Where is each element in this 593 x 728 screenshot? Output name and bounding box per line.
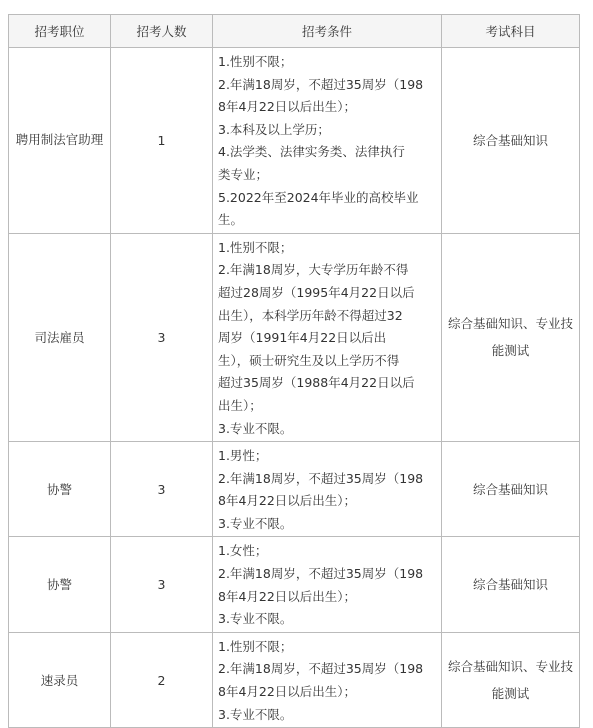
condition-line: 3.专业不限。 bbox=[218, 420, 293, 436]
condition-line: 1.性别不限； bbox=[218, 638, 293, 654]
condition-line: 2.年满18周岁，大专学历年龄不得 bbox=[218, 262, 409, 278]
condition-line: 2.年满18周岁，不超过35周岁（198 bbox=[218, 76, 424, 92]
condition-line: 超过35周岁（1988年4月22日以后 bbox=[218, 375, 415, 391]
count-cell: 3 bbox=[111, 233, 213, 441]
table-row bbox=[9, 537, 580, 632]
condition-line: 8年4月22日以后出生）； bbox=[218, 684, 357, 700]
condition-line: 超过28周岁（1995年4月22日以后 bbox=[218, 284, 415, 300]
conditions-cell bbox=[213, 537, 442, 632]
condition-line: 5.2022年至2024年毕业的高校毕业 bbox=[218, 189, 419, 205]
position-cell bbox=[9, 48, 111, 234]
condition-line: 出生），本科学历年龄不得超过32 bbox=[218, 307, 403, 323]
subject-cell: 综合基础知识、专业技能测试 bbox=[442, 233, 580, 441]
position-cell: 司法雇员 bbox=[9, 233, 111, 441]
condition-line: 1.性别不限； bbox=[218, 54, 293, 69]
count-cell: 3 bbox=[111, 442, 213, 537]
condition-line: 1.性别不限； bbox=[218, 239, 293, 255]
subject-cell: 综合基础知识 bbox=[442, 537, 580, 632]
table-row bbox=[9, 48, 580, 234]
condition-line: 生），硕士研究生及以上学历不得 bbox=[218, 352, 400, 368]
conditions-cell bbox=[213, 233, 442, 441]
conditions-cell bbox=[213, 48, 442, 234]
condition-line: 2.年满18周岁，不超过35周岁（198 bbox=[218, 566, 424, 582]
condition-line: 1.女性； bbox=[218, 543, 268, 559]
table-row bbox=[9, 632, 580, 727]
subject-cell: 综合基础知识 bbox=[442, 442, 580, 537]
condition-line: 3.专业不限。 bbox=[218, 611, 293, 627]
condition-line: 8年4月22日以后出生）； bbox=[218, 99, 357, 115]
count-cell: 1 bbox=[111, 48, 213, 234]
position-cell: 协警 bbox=[9, 442, 111, 537]
condition-line: 1.男性； bbox=[218, 448, 268, 464]
condition-line: 出生）； bbox=[218, 397, 262, 413]
position-cell: 速录员 bbox=[9, 632, 111, 727]
subject-cell: 综合基础知识 bbox=[442, 48, 580, 234]
condition-line: 8年4月22日以后出生）； bbox=[218, 588, 357, 604]
position-name: 聘用制法官助理 bbox=[15, 132, 104, 148]
header-subject: 考试科目 bbox=[442, 15, 580, 48]
condition-line: 8年4月22日以后出生）； bbox=[218, 493, 357, 509]
header-row bbox=[9, 15, 580, 48]
position-cell: 协警 bbox=[9, 537, 111, 632]
conditions-cell bbox=[213, 442, 442, 537]
condition-line: 3.本科及以上学历； bbox=[218, 121, 330, 137]
recruitment-table bbox=[8, 14, 580, 728]
condition-line: 4.法学类、法律实务类、法律执行 bbox=[218, 144, 405, 160]
condition-line: 周岁（1991年4月22日以后出 bbox=[218, 330, 387, 346]
table-row bbox=[9, 233, 580, 441]
condition-line: 生。 bbox=[218, 212, 244, 228]
header-conditions: 招考条件 bbox=[213, 15, 442, 48]
header-position: 招考职位 bbox=[9, 15, 111, 48]
condition-line: 2.年满18周岁，不超过35周岁（198 bbox=[218, 470, 424, 486]
condition-line: 类专业； bbox=[218, 166, 269, 182]
conditions-cell bbox=[213, 632, 442, 727]
condition-line: 2.年满18周岁，不超过35周岁（198 bbox=[218, 661, 424, 677]
count-cell: 2 bbox=[111, 632, 213, 727]
condition-line: 3.专业不限。 bbox=[218, 515, 293, 531]
condition-line: 3.专业不限。 bbox=[218, 706, 293, 722]
count-cell: 3 bbox=[111, 537, 213, 632]
table-row bbox=[9, 442, 580, 537]
subject-cell: 综合基础知识、专业技能测试 bbox=[442, 632, 580, 727]
header-count: 招考人数 bbox=[111, 15, 213, 48]
